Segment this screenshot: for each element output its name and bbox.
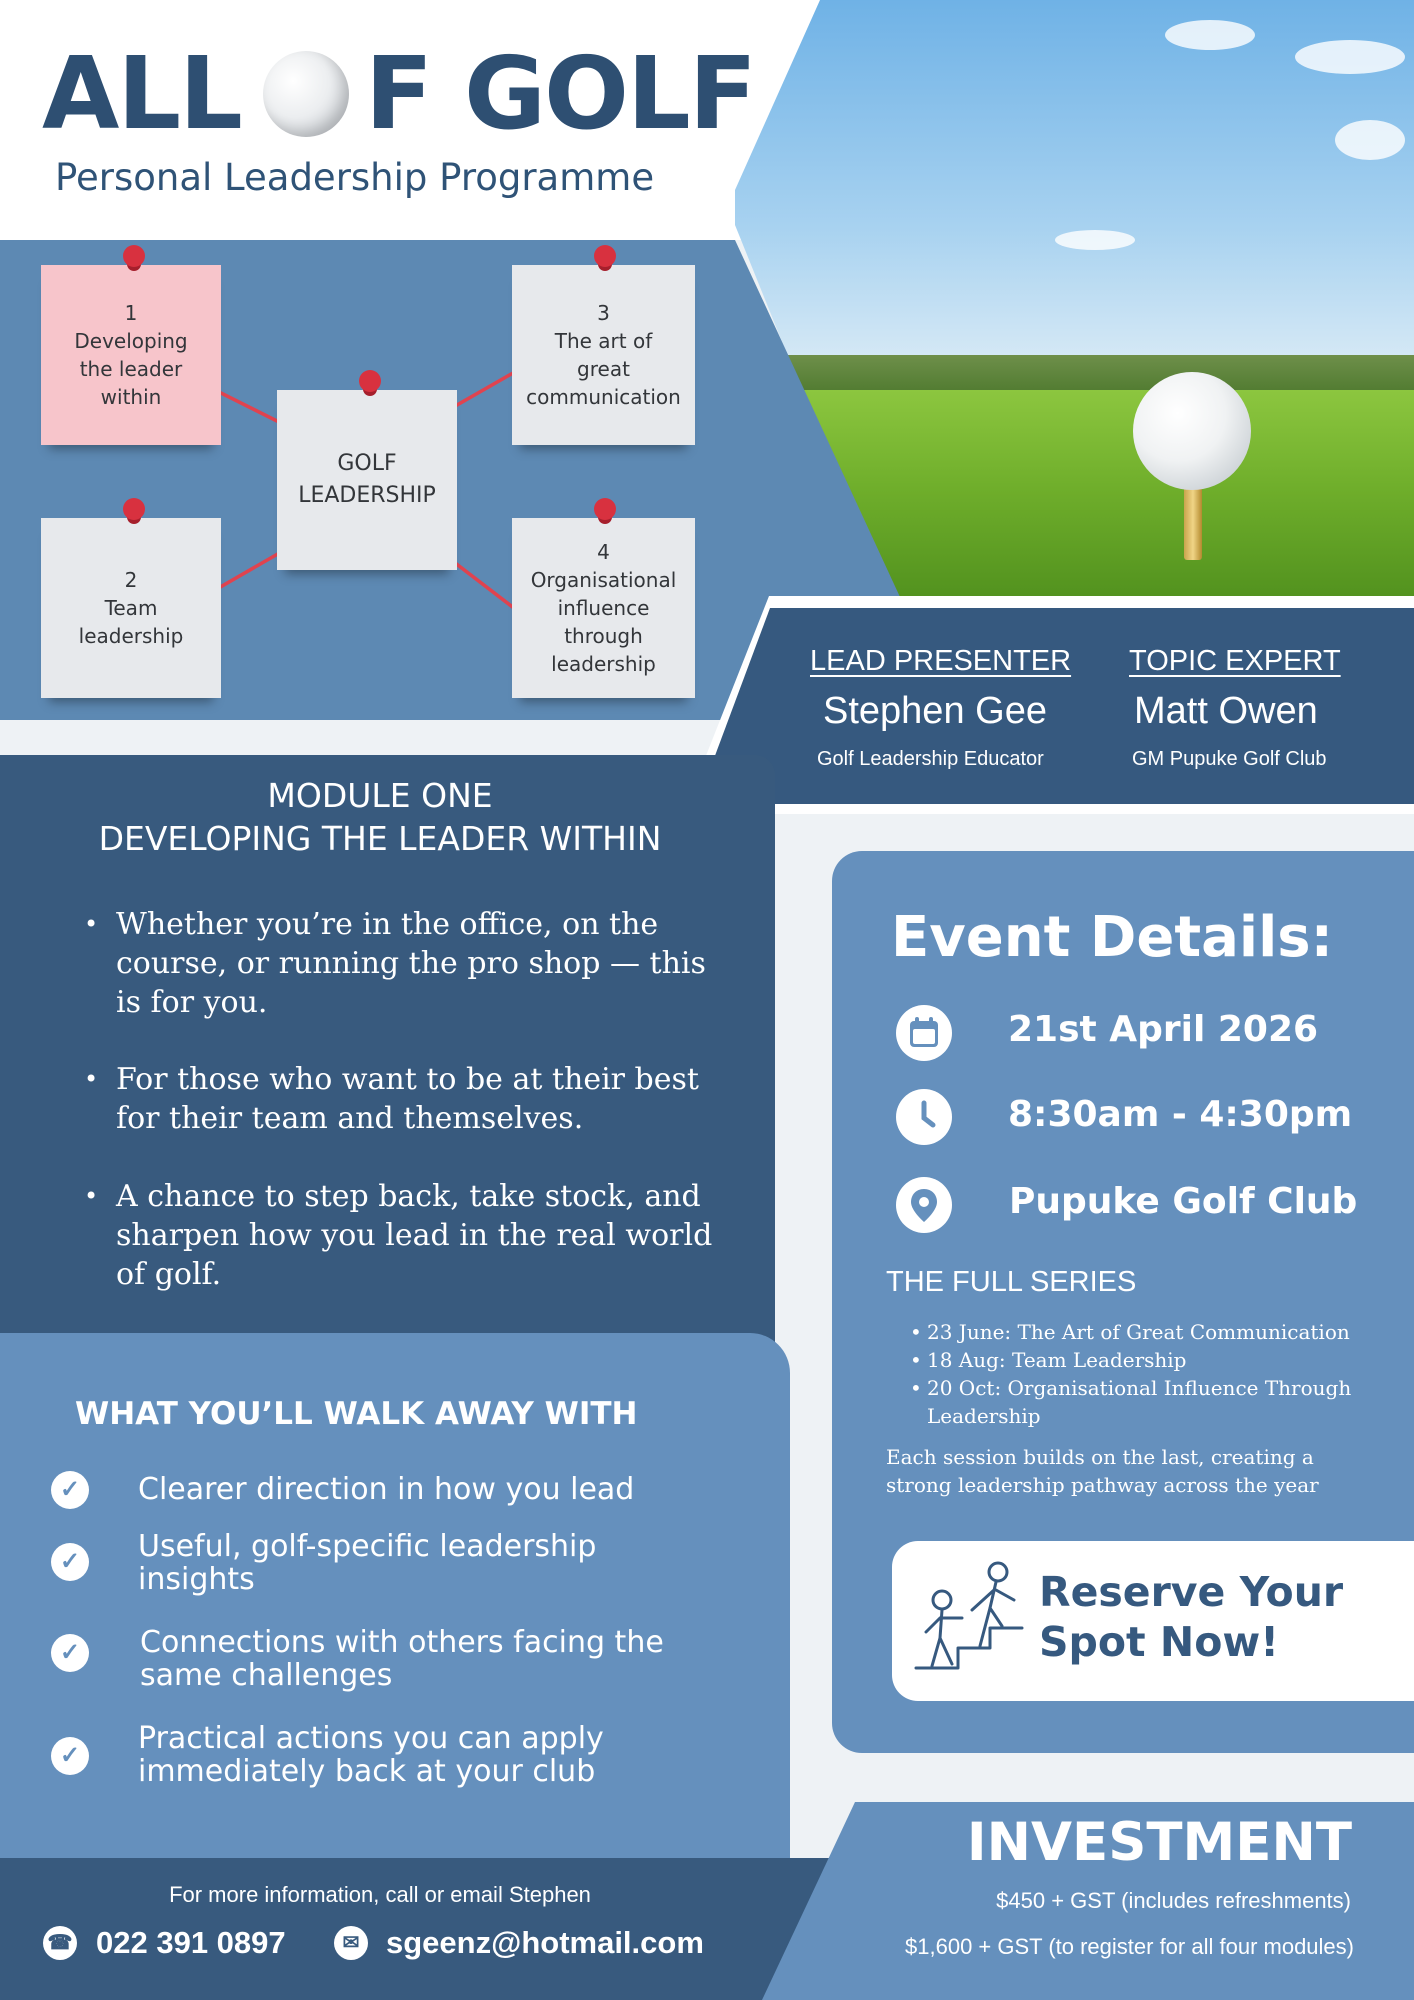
check-icon: ✓ bbox=[51, 1634, 89, 1672]
check-icon: ✓ bbox=[51, 1737, 89, 1775]
note-communication: 3 The art of great communication bbox=[512, 265, 695, 445]
walk-away-item: Connections with others facing the same challenges bbox=[140, 1625, 664, 1693]
golf-ball-icon bbox=[263, 51, 349, 137]
event-location: Pupuke Golf Club bbox=[1009, 1181, 1358, 1222]
note-team-leadership: 2 Team leadership bbox=[41, 518, 221, 698]
reserve-text[interactable] bbox=[1039, 1567, 1343, 1667]
series-item: • 23 June: The Art of Great Communication bbox=[927, 1318, 1367, 1346]
programme-subtitle: Personal Leadership Programme bbox=[55, 156, 655, 199]
email-address[interactable]: sgeenz@hotmail.com bbox=[386, 1925, 704, 1960]
pin-icon bbox=[123, 245, 145, 267]
phone-number[interactable]: 022 391 0897 bbox=[96, 1925, 286, 1960]
pin-icon bbox=[594, 245, 616, 267]
climbing-people-icon bbox=[910, 1560, 1050, 1680]
calendar-icon bbox=[896, 1005, 952, 1061]
walk-away-item: Practical actions you can apply immediately back at your club bbox=[138, 1721, 604, 1789]
module-bullet: • For those who want to be at their best for their team and themselves. bbox=[116, 1060, 716, 1138]
logo-text-all: ALL bbox=[42, 35, 241, 152]
pin-icon bbox=[123, 498, 145, 520]
lead-presenter-role: Golf Leadership Educator bbox=[817, 748, 1044, 770]
investment-title: INVESTMENT bbox=[966, 1812, 1352, 1873]
module-bullet: • A chance to step back, take stock, and sharpen how you lead in the real world of golf. bbox=[116, 1177, 726, 1294]
walk-away-title: WHAT YOU’LL WALK AWAY WITH bbox=[75, 1396, 638, 1432]
series-note: Each session builds on the last, creating a strong leadership pathway across the year bbox=[886, 1445, 1319, 1497]
reserve-line1: Reserve Your bbox=[1039, 1568, 1344, 1616]
walk-away-item: Useful, golf-specific leadership insights bbox=[138, 1529, 597, 1597]
logo bbox=[42, 35, 756, 152]
investment-series-price: $1,600 + GST (to register for all four modules) bbox=[905, 1934, 1354, 1959]
event-time: 8:30am - 4:30pm bbox=[1008, 1094, 1353, 1135]
module-bullet: • Whether you’re in the office, on the course, or running the pro shop — this is for you. bbox=[116, 905, 716, 1022]
reserve-line2: Spot Now! bbox=[1039, 1618, 1279, 1666]
pin-icon bbox=[359, 370, 381, 392]
pin-icon bbox=[594, 498, 616, 520]
note-organisational-influence: 4 Organisational influence through leadership bbox=[512, 518, 695, 698]
golf-ball-on-tee bbox=[1133, 372, 1251, 490]
lead-presenter-heading: LEAD PRESENTER bbox=[810, 645, 1072, 677]
note-golf-leadership: GOLF LEADERSHIP bbox=[277, 390, 457, 570]
event-date: 21st April 2026 bbox=[1008, 1009, 1319, 1050]
check-icon: ✓ bbox=[51, 1543, 89, 1581]
module-title-line2: DEVELOPING THE LEADER WITHIN bbox=[98, 819, 662, 858]
phone-icon: ☎ bbox=[43, 1926, 77, 1960]
location-icon bbox=[896, 1177, 952, 1233]
check-icon: ✓ bbox=[51, 1471, 89, 1509]
topic-expert-heading: TOPIC EXPERT bbox=[1129, 645, 1341, 677]
event-details-title: Event Details: bbox=[890, 905, 1333, 970]
lead-presenter-name: Stephen Gee bbox=[823, 690, 1047, 732]
series-item: • 20 Oct: Organisational Influence Through Leadership bbox=[927, 1374, 1367, 1430]
note-developing-leader: 1 Developing the leader within bbox=[41, 265, 221, 445]
full-series-title: THE FULL SERIES bbox=[886, 1266, 1137, 1298]
golf-tee bbox=[1184, 480, 1202, 560]
investment-single-price: $450 + GST (includes refreshments) bbox=[996, 1888, 1351, 1913]
walk-away-item: Clearer direction in how you lead bbox=[138, 1472, 635, 1507]
module-title-line1: MODULE ONE bbox=[267, 776, 493, 815]
module-title bbox=[0, 774, 760, 860]
contact-info-text: For more information, call or email Stephen bbox=[169, 1882, 591, 1907]
topic-expert-name: Matt Owen bbox=[1134, 690, 1318, 732]
logo-text-golf: F GOLF bbox=[364, 35, 756, 152]
topic-expert-role: GM Pupuke Golf Club bbox=[1132, 748, 1327, 770]
email-icon: ✉ bbox=[334, 1926, 368, 1960]
series-item: • 18 Aug: Team Leadership bbox=[927, 1346, 1367, 1374]
clock-icon bbox=[896, 1089, 952, 1145]
